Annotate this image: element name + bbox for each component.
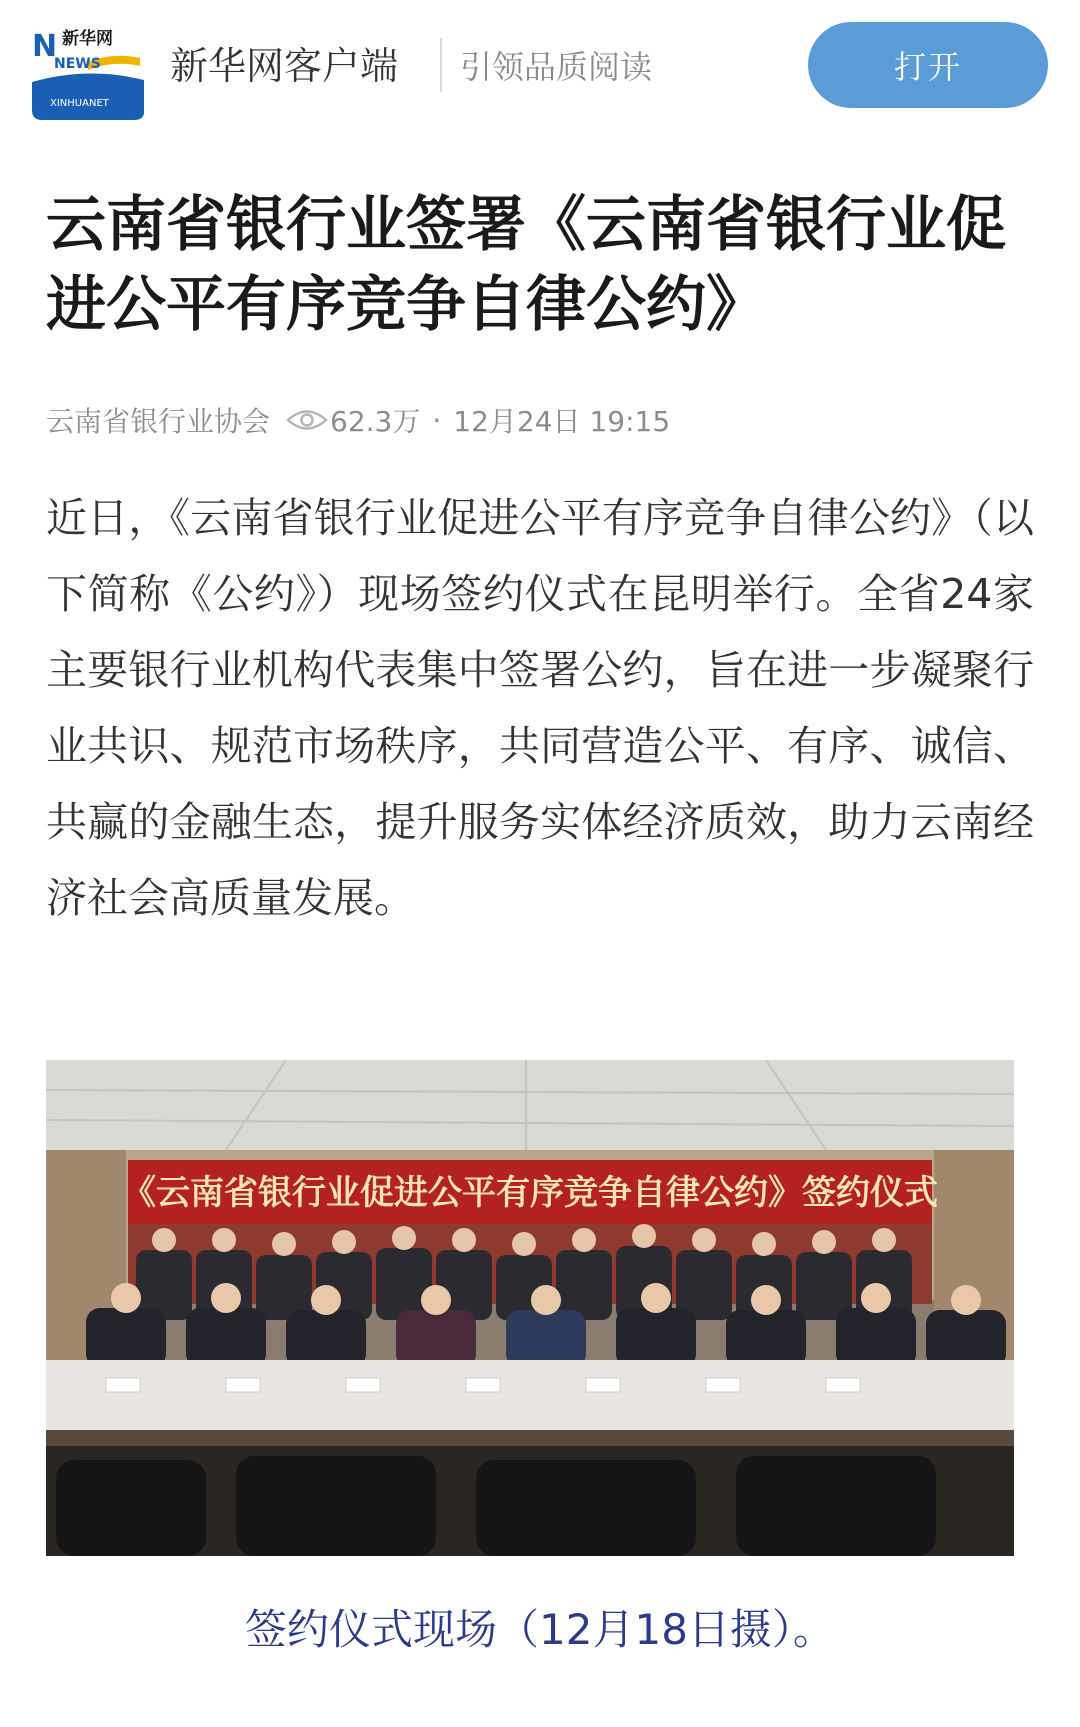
article-title: 云南省银行业签署《云南省银行业促进公平有序竞争自律公约》 (46, 190, 1006, 340)
app-slogan: 引领品质阅读 (460, 48, 653, 86)
app-banner (0, 0, 1080, 150)
publish-datetime: 12月24日 19:15 (453, 405, 671, 438)
article-meta (46, 398, 670, 442)
xinhuanet-logo-icon (28, 22, 148, 122)
open-app-button[interactable]: 打开 (808, 22, 1048, 108)
view-count: 62.3万 (330, 405, 421, 438)
app-name: 新华网客户端 (170, 44, 399, 88)
signing-ceremony-photo (46, 1060, 1014, 1556)
article-photo[interactable] (46, 1060, 1014, 1556)
article-body: 近日，《云南省银行业促进公平有序竞争自律公约》（以下简称《公约》）现场签约仪式在昆明举行。全省24家主要银行业机构代表集中签署公约，旨在进一步凝聚行业共识、规范市场秩序，共同营造公平、有序、诚信、共赢的金融生态，提升服务实体经济质效，助力云南经济社会高质量发展。 (46, 494, 1034, 922)
logo-cn-text: 新华网 (62, 29, 113, 49)
logo-brand-text: XINHUANET (50, 98, 109, 109)
eye-icon (286, 407, 328, 433)
header-divider (440, 38, 442, 92)
article-author[interactable]: 云南省银行业协会 (46, 405, 271, 438)
meta-separator: · (432, 403, 442, 437)
logo-en-text: NEWS (54, 56, 101, 72)
xinhuanet-logo[interactable] (28, 22, 148, 122)
photo-banner-text: 《云南省银行业促进公平有序竞争自律公约》签约仪式 (122, 1173, 938, 1213)
photo-caption: 签约仪式现场（12月18日摄）。 (245, 1605, 835, 1654)
svg-text:N: N (32, 29, 58, 64)
